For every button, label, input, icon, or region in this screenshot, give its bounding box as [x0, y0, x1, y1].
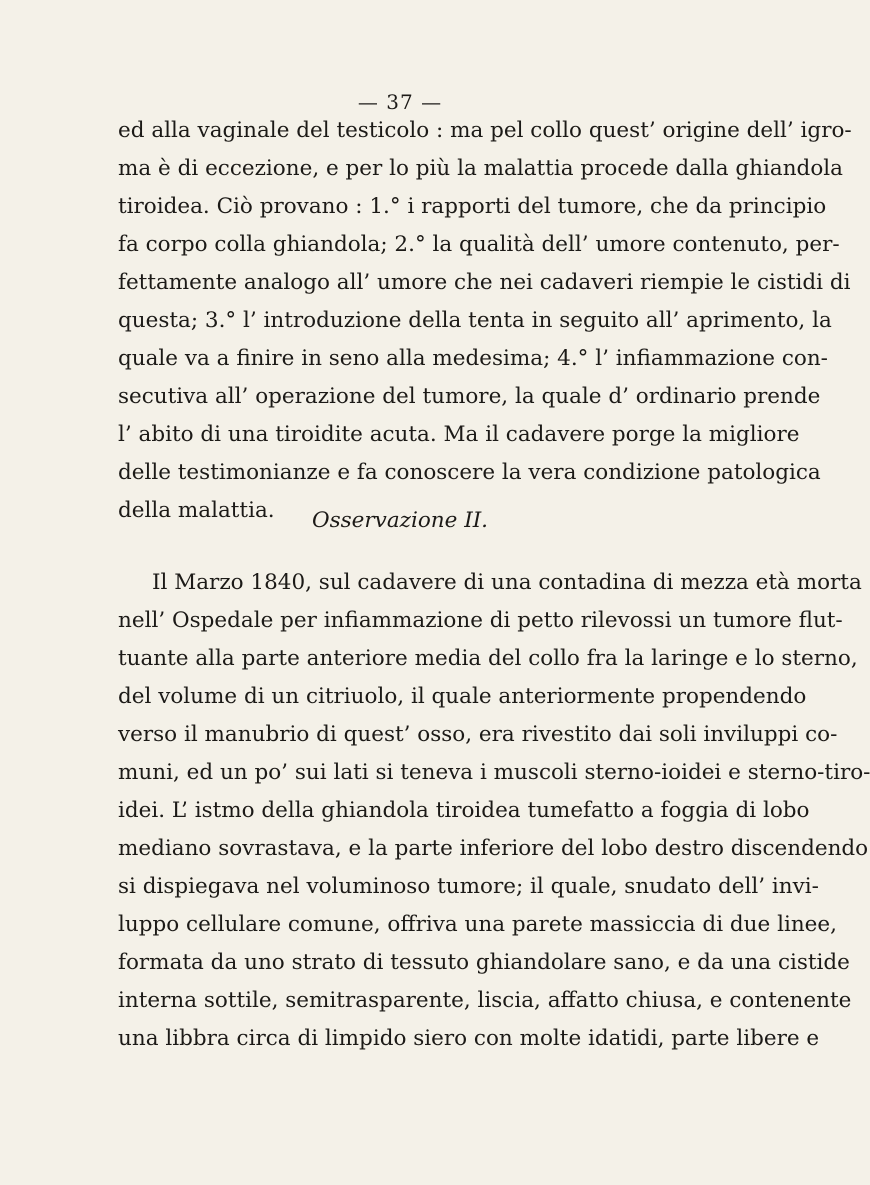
text-line: della malattia.: [118, 498, 275, 523]
text-line: verso il manubrio di quest’ osso, era rivestito dai soli inviluppi co-: [118, 722, 838, 747]
text-line: Il Marzo 1840, sul cadavere di una contadina di mezza età morta: [152, 570, 862, 595]
text-line: fettamente analogo all’ umore che nei cadaveri riempie le cistidi di: [118, 270, 851, 295]
text-line: l’ abito di una tiroidite acuta. Ma il cadavere porge la migliore: [118, 422, 800, 447]
text-line: mediano sovrastava, e la parte inferiore del lobo destro discendendo: [118, 836, 869, 861]
text-line: interna sottile, semitrasparente, liscia, affatto chiusa, e contenente: [118, 988, 852, 1013]
text-line: tiroidea. Ciò provano : 1.° i rapporti del tumore, che da principio: [118, 194, 827, 219]
text-line: ed alla vaginale del testicolo : ma pel collo quest’ origine dell’ igro-: [118, 118, 852, 143]
text-line: idei. L’ istmo della ghiandola tiroidea tumefatto a foggia di lobo: [118, 798, 810, 823]
text-line: formata da uno strato di tessuto ghiandolare sano, e da una cistide: [118, 950, 850, 975]
text-line: muni, ed un po’ sui lati si teneva i muscoli sterno-ioidei e sterno-tiro-: [118, 760, 870, 785]
text-line: nell’ Ospedale per infiammazione di petto rilevossi un tumore flut-: [118, 608, 843, 633]
text-line: luppo cellulare comune, offriva una parete massiccia di due linee,: [118, 912, 837, 937]
text-line: ma è di eccezione, e per lo più la malattia procede dalla ghiandola: [118, 156, 843, 181]
text-line: del volume di un citriuolo, il quale anteriormente propendendo: [118, 684, 807, 709]
text-line: questa; 3.° l’ introduzione della tenta in seguito all’ aprimento, la: [118, 308, 832, 333]
text-line: secutiva all’ operazione del tumore, la quale d’ ordinario prende: [118, 384, 821, 409]
page-number: — 37 —: [357, 90, 443, 114]
text-line: si dispiegava nel voluminoso tumore; il quale, snudato dell’ invi-: [118, 874, 819, 899]
text-line: tuante alla parte anteriore media del collo fra la laringe e lo sterno,: [118, 646, 858, 671]
text-line: fa corpo colla ghiandola; 2.° la qualità dell’ umore contenuto, per-: [118, 232, 840, 257]
text-line: una libbra circa di limpido siero con molte idatidi, parte libere e: [118, 1026, 820, 1051]
section-heading: Osservazione II.: [311, 508, 489, 533]
text-line: quale va a finire in seno alla medesima; 4.° l’ infiammazione con-: [118, 346, 828, 371]
text-line: delle testimonianze e fa conoscere la vera condizione patologica: [118, 460, 821, 485]
